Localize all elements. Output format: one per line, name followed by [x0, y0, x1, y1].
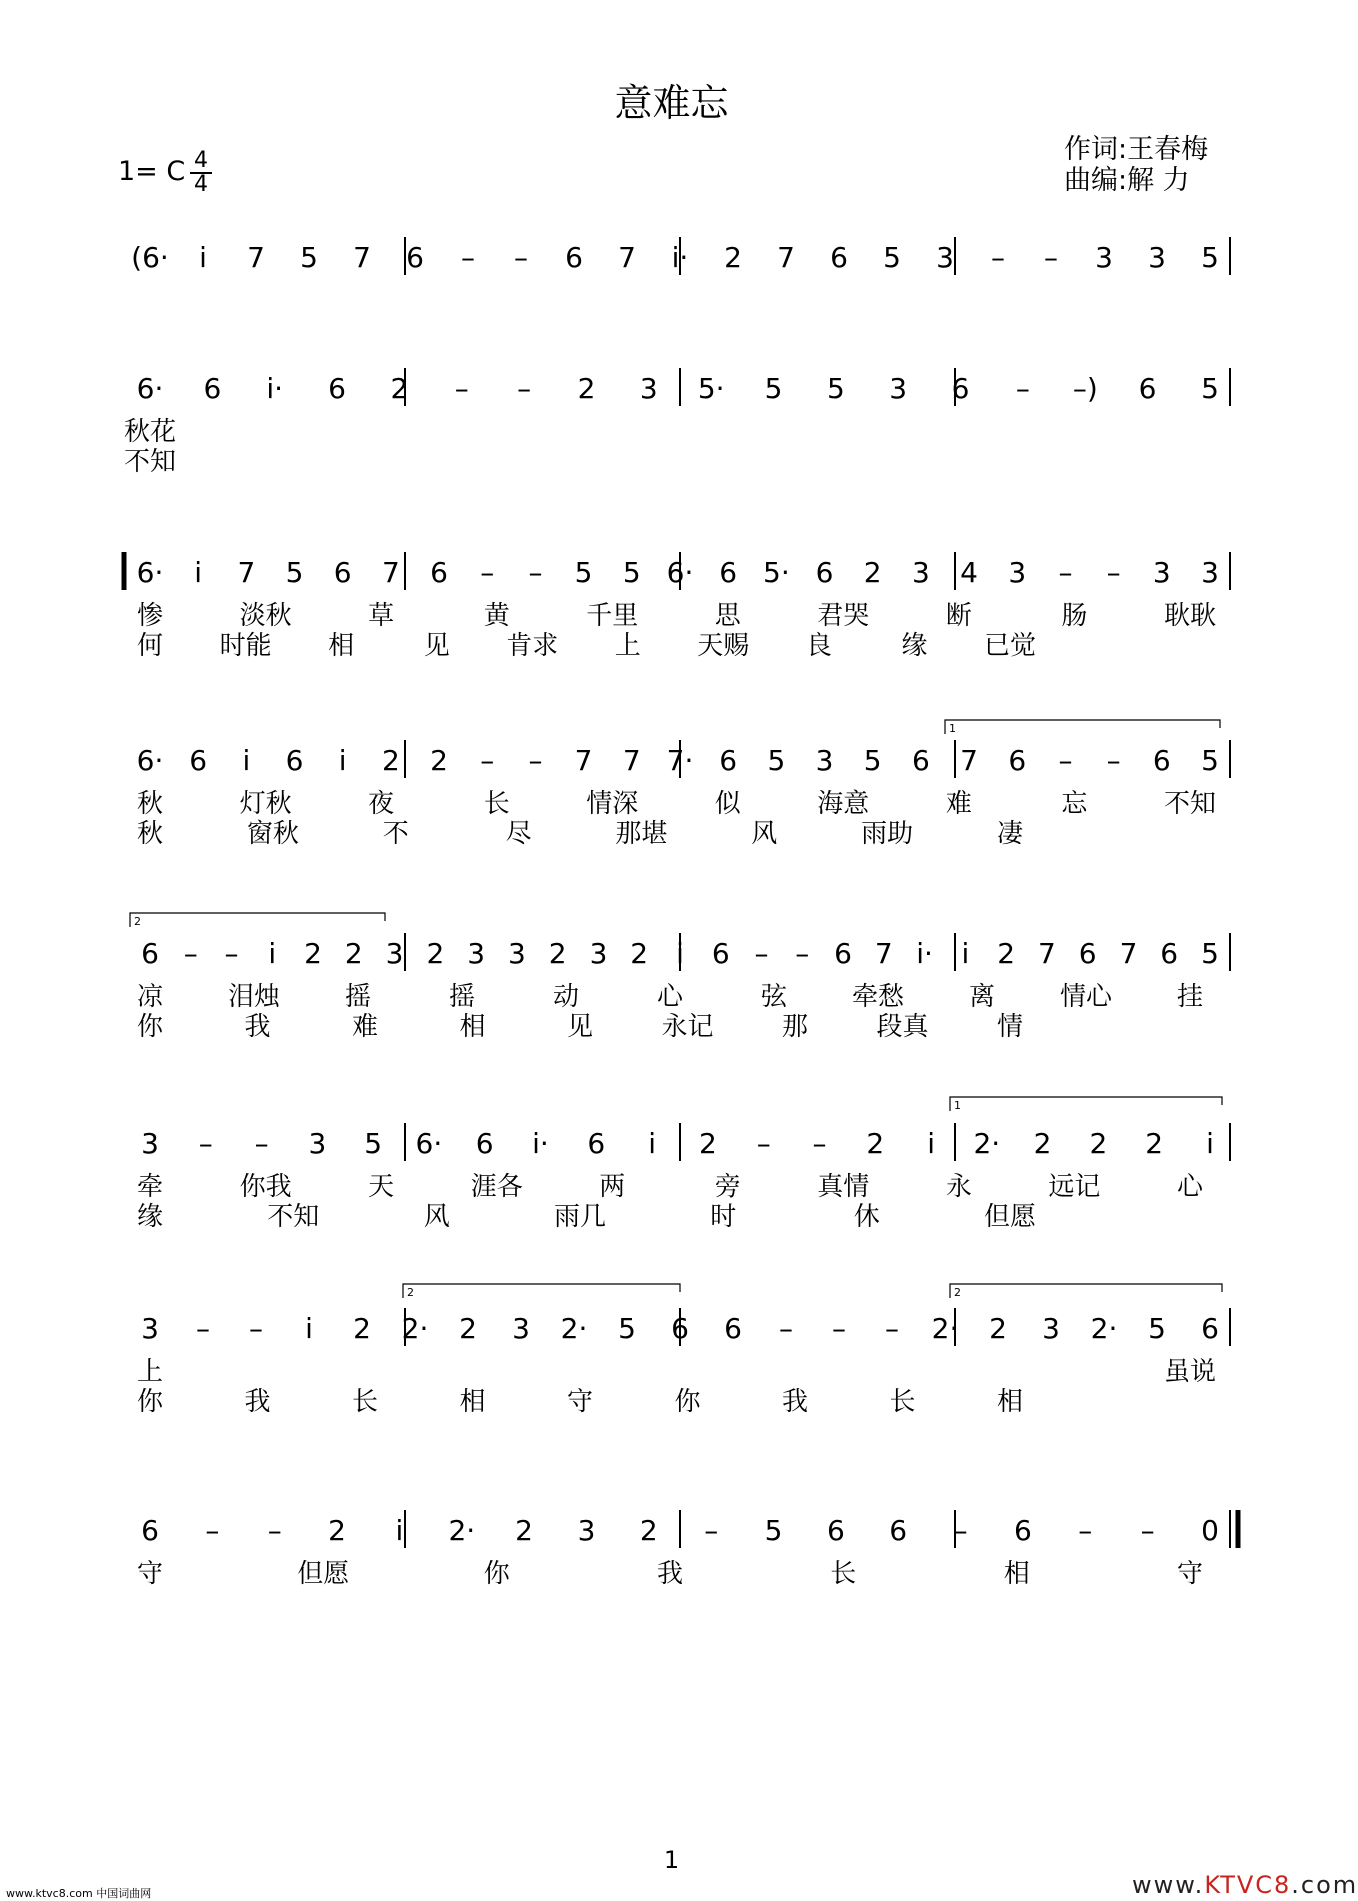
note: i·: [916, 937, 933, 970]
note: 7: [247, 241, 265, 274]
note: 6: [826, 1514, 845, 1547]
volta-bracket: [130, 913, 385, 927]
note: 5·: [697, 372, 725, 405]
note: 2: [698, 1127, 717, 1160]
note: 2: [997, 937, 1016, 970]
note: 2: [1145, 1127, 1164, 1160]
note: 6: [189, 744, 208, 777]
note: 3: [141, 1127, 159, 1160]
footer-logo: www.KTVC8.com: [1132, 1871, 1358, 1899]
lyric-verse-1: 黄: [483, 601, 510, 631]
note: 5: [574, 556, 593, 589]
note: i: [1206, 1127, 1214, 1160]
note: 5: [1201, 372, 1219, 405]
lyric-verse-1: 远记: [1048, 1172, 1101, 1202]
lyric-verse-2: 已觉: [983, 631, 1037, 661]
lyric-verse-1: 我: [656, 1559, 684, 1589]
volta-number: 1: [949, 722, 956, 735]
note: 3: [308, 1127, 327, 1160]
note: 2·: [973, 1127, 1001, 1160]
note: 3: [589, 937, 608, 970]
volta-number: 2: [407, 1286, 414, 1299]
note: 5: [300, 241, 318, 274]
lyric-verse-1: 动: [552, 982, 580, 1012]
lyric-verse-1: 草: [368, 601, 395, 631]
note: 2: [548, 937, 567, 970]
volta-number: 1: [954, 1099, 961, 1112]
page-number: 1: [663, 1846, 680, 1874]
note: 2: [724, 241, 742, 274]
note: i: [961, 937, 970, 970]
note: 6: [911, 744, 930, 777]
note: –: [754, 937, 769, 970]
note: –: [1058, 744, 1073, 777]
note: 5: [364, 1127, 383, 1160]
lyric-verse-1: 摇: [344, 982, 372, 1012]
note: 7: [618, 241, 636, 274]
note: i·: [671, 241, 689, 274]
note: 2: [304, 937, 323, 970]
note: 6: [1078, 937, 1097, 970]
lyric-verse-1: 涯各: [470, 1172, 523, 1202]
note: 2: [1033, 1127, 1052, 1160]
lyric-verse-2: 但愿: [983, 1202, 1037, 1232]
lyric-verse-2: 上: [614, 631, 641, 661]
note: 2: [353, 1312, 371, 1345]
note: 3: [507, 937, 526, 970]
note: 2·: [1090, 1312, 1118, 1345]
note: 6: [951, 372, 970, 405]
lyric-verse-2: 何: [136, 631, 164, 661]
note: 5·: [763, 556, 790, 589]
note: 5: [767, 744, 786, 777]
note: –: [1058, 556, 1073, 589]
note: 2: [381, 744, 400, 777]
note: i: [199, 241, 207, 274]
note: –: [267, 1514, 282, 1547]
note: 5: [1148, 1312, 1166, 1345]
lyric-verse-2: 相: [459, 1012, 486, 1042]
note: 2: [1089, 1127, 1108, 1160]
note: 6: [1152, 744, 1171, 777]
note: 2: [390, 372, 409, 405]
lyric-verse-1: 凉: [136, 982, 164, 1012]
note: i: [648, 1127, 656, 1160]
lyric-verse-2: 天赐: [697, 631, 750, 661]
note: 6: [333, 556, 352, 589]
note: i: [676, 937, 684, 970]
lyric-verse-1: 牵: [136, 1172, 164, 1202]
note: 6: [834, 937, 853, 970]
lyricist-credit: 作词:王春梅: [1064, 134, 1209, 165]
note: 3: [467, 937, 486, 970]
arranger-credit: 曲编:解 力: [1064, 165, 1190, 196]
lyric-verse-2: 肯求: [506, 631, 559, 661]
note: 2: [459, 1312, 477, 1345]
note: 2: [344, 937, 363, 970]
lyric-verse-1: 你: [483, 1559, 510, 1589]
note: 6: [719, 556, 738, 589]
lyric-verse-2: 你: [136, 1012, 164, 1042]
note: 5: [883, 241, 901, 274]
note: 3: [1008, 556, 1027, 589]
note: 7: [777, 241, 795, 274]
note: 6: [406, 241, 424, 274]
lyric-verse-2: 段真: [876, 1012, 929, 1042]
lyric-verse-2: 我: [244, 1012, 271, 1042]
volta-bracket: [945, 720, 1220, 734]
lyric-verse-2: 相: [328, 631, 355, 661]
lyric-verse-1: 真情: [817, 1172, 870, 1202]
note: 7: [353, 241, 371, 274]
lyric-verse-2: 守: [566, 1387, 594, 1417]
time-signature-top: 4: [194, 148, 208, 173]
lyric-verse-1: 天: [368, 1172, 395, 1202]
note: –: [1140, 1514, 1155, 1547]
note: 6: [587, 1127, 606, 1160]
note: 5: [764, 1514, 783, 1547]
note: –: [1106, 744, 1121, 777]
note: 3: [815, 744, 834, 777]
note: 6: [203, 372, 222, 405]
note: 5: [1201, 241, 1219, 274]
note: –: [254, 1127, 269, 1160]
note: 5: [764, 372, 783, 405]
lyric-verse-1: 摇: [448, 982, 476, 1012]
lyric-verse-1: 情深: [586, 789, 639, 819]
lyric-verse-2: 雨助: [861, 819, 914, 849]
lyric-verse-1: 弦: [760, 982, 788, 1012]
lyric-verse-2: 缘: [901, 631, 928, 661]
note: i: [395, 1514, 404, 1547]
lyric-verse-2: 缘: [136, 1202, 164, 1232]
note: 6: [1201, 1312, 1219, 1345]
note: 3: [385, 937, 404, 970]
lyric-verse-1: 上: [136, 1357, 164, 1387]
note: 5: [622, 556, 641, 589]
note: –: [832, 1312, 846, 1345]
note: i: [194, 556, 203, 589]
lyric-verse-1: 永: [945, 1172, 972, 1202]
note: 6: [815, 556, 834, 589]
note: 6·: [136, 744, 164, 777]
lyric-verse-2: 不知: [123, 447, 177, 477]
note: 6: [1008, 744, 1027, 777]
lyric-verse-1: 离: [968, 982, 996, 1012]
note: 6·: [136, 556, 164, 589]
lyric-verse-1: 相: [1003, 1559, 1030, 1589]
lyric-verse-2: 见: [566, 1012, 594, 1042]
note: 2: [430, 744, 449, 777]
note: –: [1106, 556, 1121, 589]
lyric-verse-2: 雨几: [553, 1202, 607, 1232]
note: 3: [1201, 556, 1219, 589]
note: i: [242, 744, 251, 777]
note: 7: [237, 556, 256, 589]
note: (6·: [131, 241, 169, 274]
lyric-verse-2: 情: [996, 1012, 1024, 1042]
note: 3: [1095, 241, 1113, 274]
lyric-verse-1: 似: [714, 789, 741, 819]
volta-number: 2: [954, 1286, 961, 1299]
note: 2: [328, 1514, 347, 1547]
note: 2·: [560, 1312, 588, 1345]
lyric-verse-1: 长: [830, 1559, 857, 1589]
note: 6: [141, 1514, 159, 1547]
note: 6: [285, 744, 304, 777]
lyric-verse-1: 长: [483, 789, 510, 819]
note: –: [480, 744, 495, 777]
note: i: [305, 1312, 313, 1345]
lyric-verse-1: 海意: [817, 789, 870, 819]
note: –: [517, 372, 532, 405]
lyric-verse-1: 牵愁: [851, 982, 905, 1012]
note: 6·: [415, 1127, 443, 1160]
note: 7: [574, 744, 593, 777]
lyric-verse-1: 守: [1176, 1559, 1204, 1589]
note: 3: [141, 1312, 159, 1345]
lyric-verse-1: 断: [945, 601, 972, 631]
lyric-verse-2: 凄: [996, 819, 1024, 849]
note: 2: [863, 556, 882, 589]
marks-layer: [124, 237, 1238, 1548]
note: 7: [381, 556, 400, 589]
lyric-verse-2: 尽: [505, 819, 532, 849]
note: 3: [1152, 556, 1171, 589]
note: i·: [532, 1127, 549, 1160]
note: 4: [960, 556, 979, 589]
lyric-verse-1: 心: [656, 982, 684, 1012]
lyric-verse-1: 情心: [1059, 982, 1113, 1012]
note: –: [953, 1514, 968, 1547]
lyric-verse-2: 秋: [136, 819, 164, 849]
volta-bracket: [950, 1284, 1222, 1298]
note: –: [528, 556, 543, 589]
lyric-verse-1: 思: [714, 601, 741, 631]
note: 7·: [666, 744, 694, 777]
note: 3: [512, 1312, 530, 1345]
lyric-verse-2: 风: [423, 1202, 450, 1232]
note: 3: [1148, 241, 1166, 274]
volta-bracket: [950, 1097, 1222, 1111]
note: i: [338, 744, 347, 777]
note: 2: [989, 1312, 1007, 1345]
lyrics-layer: [124, 417, 1216, 1589]
lyric-verse-2: 长: [351, 1387, 379, 1417]
lyric-verse-1: 夜: [368, 789, 395, 819]
lyric-verse-1: 秋花: [123, 417, 177, 447]
note: –: [756, 1127, 771, 1160]
lyric-verse-1: 两: [599, 1172, 626, 1202]
lyric-verse-1: 挂: [1176, 982, 1204, 1012]
note: 3: [1042, 1312, 1060, 1345]
note: 2: [426, 937, 445, 970]
key-signature: 1= C: [118, 156, 186, 187]
lyric-verse-1: 君哭: [817, 601, 870, 631]
lyric-verse-1: 肠: [1061, 601, 1088, 631]
note: –: [461, 241, 475, 274]
note: 0: [1201, 1514, 1219, 1547]
lyric-verse-2: 我: [244, 1387, 271, 1417]
note: 6: [1013, 1514, 1032, 1547]
note: 2: [866, 1127, 885, 1160]
note: 5: [863, 744, 882, 777]
note: –: [1044, 241, 1058, 274]
note: –: [812, 1127, 827, 1160]
lyric-verse-1: 忘: [1061, 789, 1088, 819]
note: 6: [830, 241, 848, 274]
lyric-verse-1: 守: [136, 1559, 164, 1589]
song-title: 意难忘: [614, 81, 729, 125]
note: 6: [475, 1127, 494, 1160]
note: 3: [936, 241, 954, 274]
note: 5: [1201, 937, 1219, 970]
note: –: [528, 744, 543, 777]
note: –: [454, 372, 469, 405]
lyric-verse-2: 那: [781, 1012, 809, 1042]
note: 6: [889, 1514, 908, 1547]
note: –: [224, 937, 239, 970]
lyric-verse-1: 秋: [136, 789, 164, 819]
lyric-verse-2: 永记: [661, 1012, 714, 1042]
lyric-verse-2: 我: [781, 1387, 809, 1417]
note: 5: [826, 372, 845, 405]
lyric-verse-1: 难: [945, 789, 972, 819]
note: 6: [1160, 937, 1179, 970]
lyric-verse-2: 时: [710, 1202, 737, 1232]
lyric-verse-1: 旁: [714, 1172, 741, 1202]
lyric-verse-2: 那堪: [615, 819, 668, 849]
lyric-verse-2: 时能: [219, 631, 272, 661]
note: –: [991, 241, 1005, 274]
note: 5: [285, 556, 304, 589]
note: –: [1015, 372, 1030, 405]
note: 7: [622, 744, 641, 777]
note: 2: [515, 1514, 534, 1547]
lyric-verse-2: 不: [382, 819, 409, 849]
note: 2·: [931, 1312, 959, 1345]
note: –: [779, 1312, 793, 1345]
note: 7: [1037, 937, 1056, 970]
lyric-verse-2: 休: [853, 1202, 880, 1232]
note: 2·: [448, 1514, 476, 1547]
note: 3: [577, 1514, 596, 1547]
note: 5: [1201, 744, 1219, 777]
note: –: [1078, 1514, 1093, 1547]
lyric-verse-1: 心: [1176, 1172, 1204, 1202]
note: 6: [719, 744, 738, 777]
note: –: [249, 1312, 263, 1345]
lyric-verse-2: 不知: [267, 1202, 320, 1232]
note: 6: [724, 1312, 742, 1345]
note: 2·: [401, 1312, 429, 1345]
note: 2: [630, 937, 649, 970]
note: i: [268, 937, 277, 970]
lyric-verse-1: 耿耿: [1163, 601, 1217, 631]
lyric-verse-2: 见: [423, 631, 450, 661]
lyric-verse-2: 长: [889, 1387, 916, 1417]
lyric-verse-1: 不知: [1163, 789, 1217, 819]
lyric-verse-1: 淡秋: [239, 601, 292, 631]
time-signature-bottom: 4: [190, 172, 212, 196]
notes-layer: [131, 241, 1219, 1547]
note: –: [885, 1312, 899, 1345]
note: –: [198, 1127, 213, 1160]
note: –: [795, 937, 810, 970]
note: 5: [618, 1312, 636, 1345]
lyric-verse-2: 你: [674, 1387, 701, 1417]
lyric-verse-2: 难: [351, 1012, 379, 1042]
note: 6·: [666, 556, 694, 589]
note: –: [704, 1514, 719, 1547]
note: 6: [1138, 372, 1157, 405]
lyric-verse-1: 惨: [136, 601, 164, 631]
note: –): [1072, 372, 1098, 405]
note: 6: [141, 937, 159, 970]
note: 3: [911, 556, 930, 589]
lyric-verse-1: 但愿: [297, 1559, 350, 1589]
note: i: [927, 1127, 935, 1160]
volta-number: 2: [134, 915, 141, 928]
note: 6: [430, 556, 449, 589]
note: –: [480, 556, 495, 589]
note: 6: [711, 937, 730, 970]
note: 6: [565, 241, 583, 274]
lyric-verse-2: 相: [996, 1387, 1024, 1417]
lyric-verse-1: 泪烛: [227, 982, 281, 1012]
note: –: [183, 937, 198, 970]
note: 7: [960, 744, 979, 777]
lyric-verse-2: 窗秋: [246, 819, 299, 849]
note: 7: [1119, 937, 1138, 970]
note: 2: [639, 1514, 658, 1547]
lyric-verse-1: 千里: [586, 601, 639, 631]
lyric-verse-2: 风: [751, 819, 778, 849]
lyric-verse-2: 你: [136, 1387, 164, 1417]
footer-site-text: www.ktvc8.com 中国词曲网: [6, 1887, 152, 1900]
lyric-verse-2: 相: [459, 1387, 486, 1417]
note: –: [205, 1514, 220, 1547]
note: 6·: [136, 372, 164, 405]
note: i·: [266, 372, 284, 405]
note: –: [514, 241, 528, 274]
note: 7: [874, 937, 893, 970]
note: 3: [639, 372, 658, 405]
lyric-verse-1: 灯秋: [239, 789, 292, 819]
note: 2: [577, 372, 596, 405]
note: –: [196, 1312, 210, 1345]
note: 6: [328, 372, 347, 405]
note: 3: [889, 372, 908, 405]
note: 6: [671, 1312, 689, 1345]
lyric-verse-1: 你我: [239, 1172, 292, 1202]
volta-bracket: [403, 1284, 680, 1298]
lyric-verse-2: 良: [805, 631, 832, 661]
lyric-verse-1: 虽说: [1163, 1357, 1217, 1387]
